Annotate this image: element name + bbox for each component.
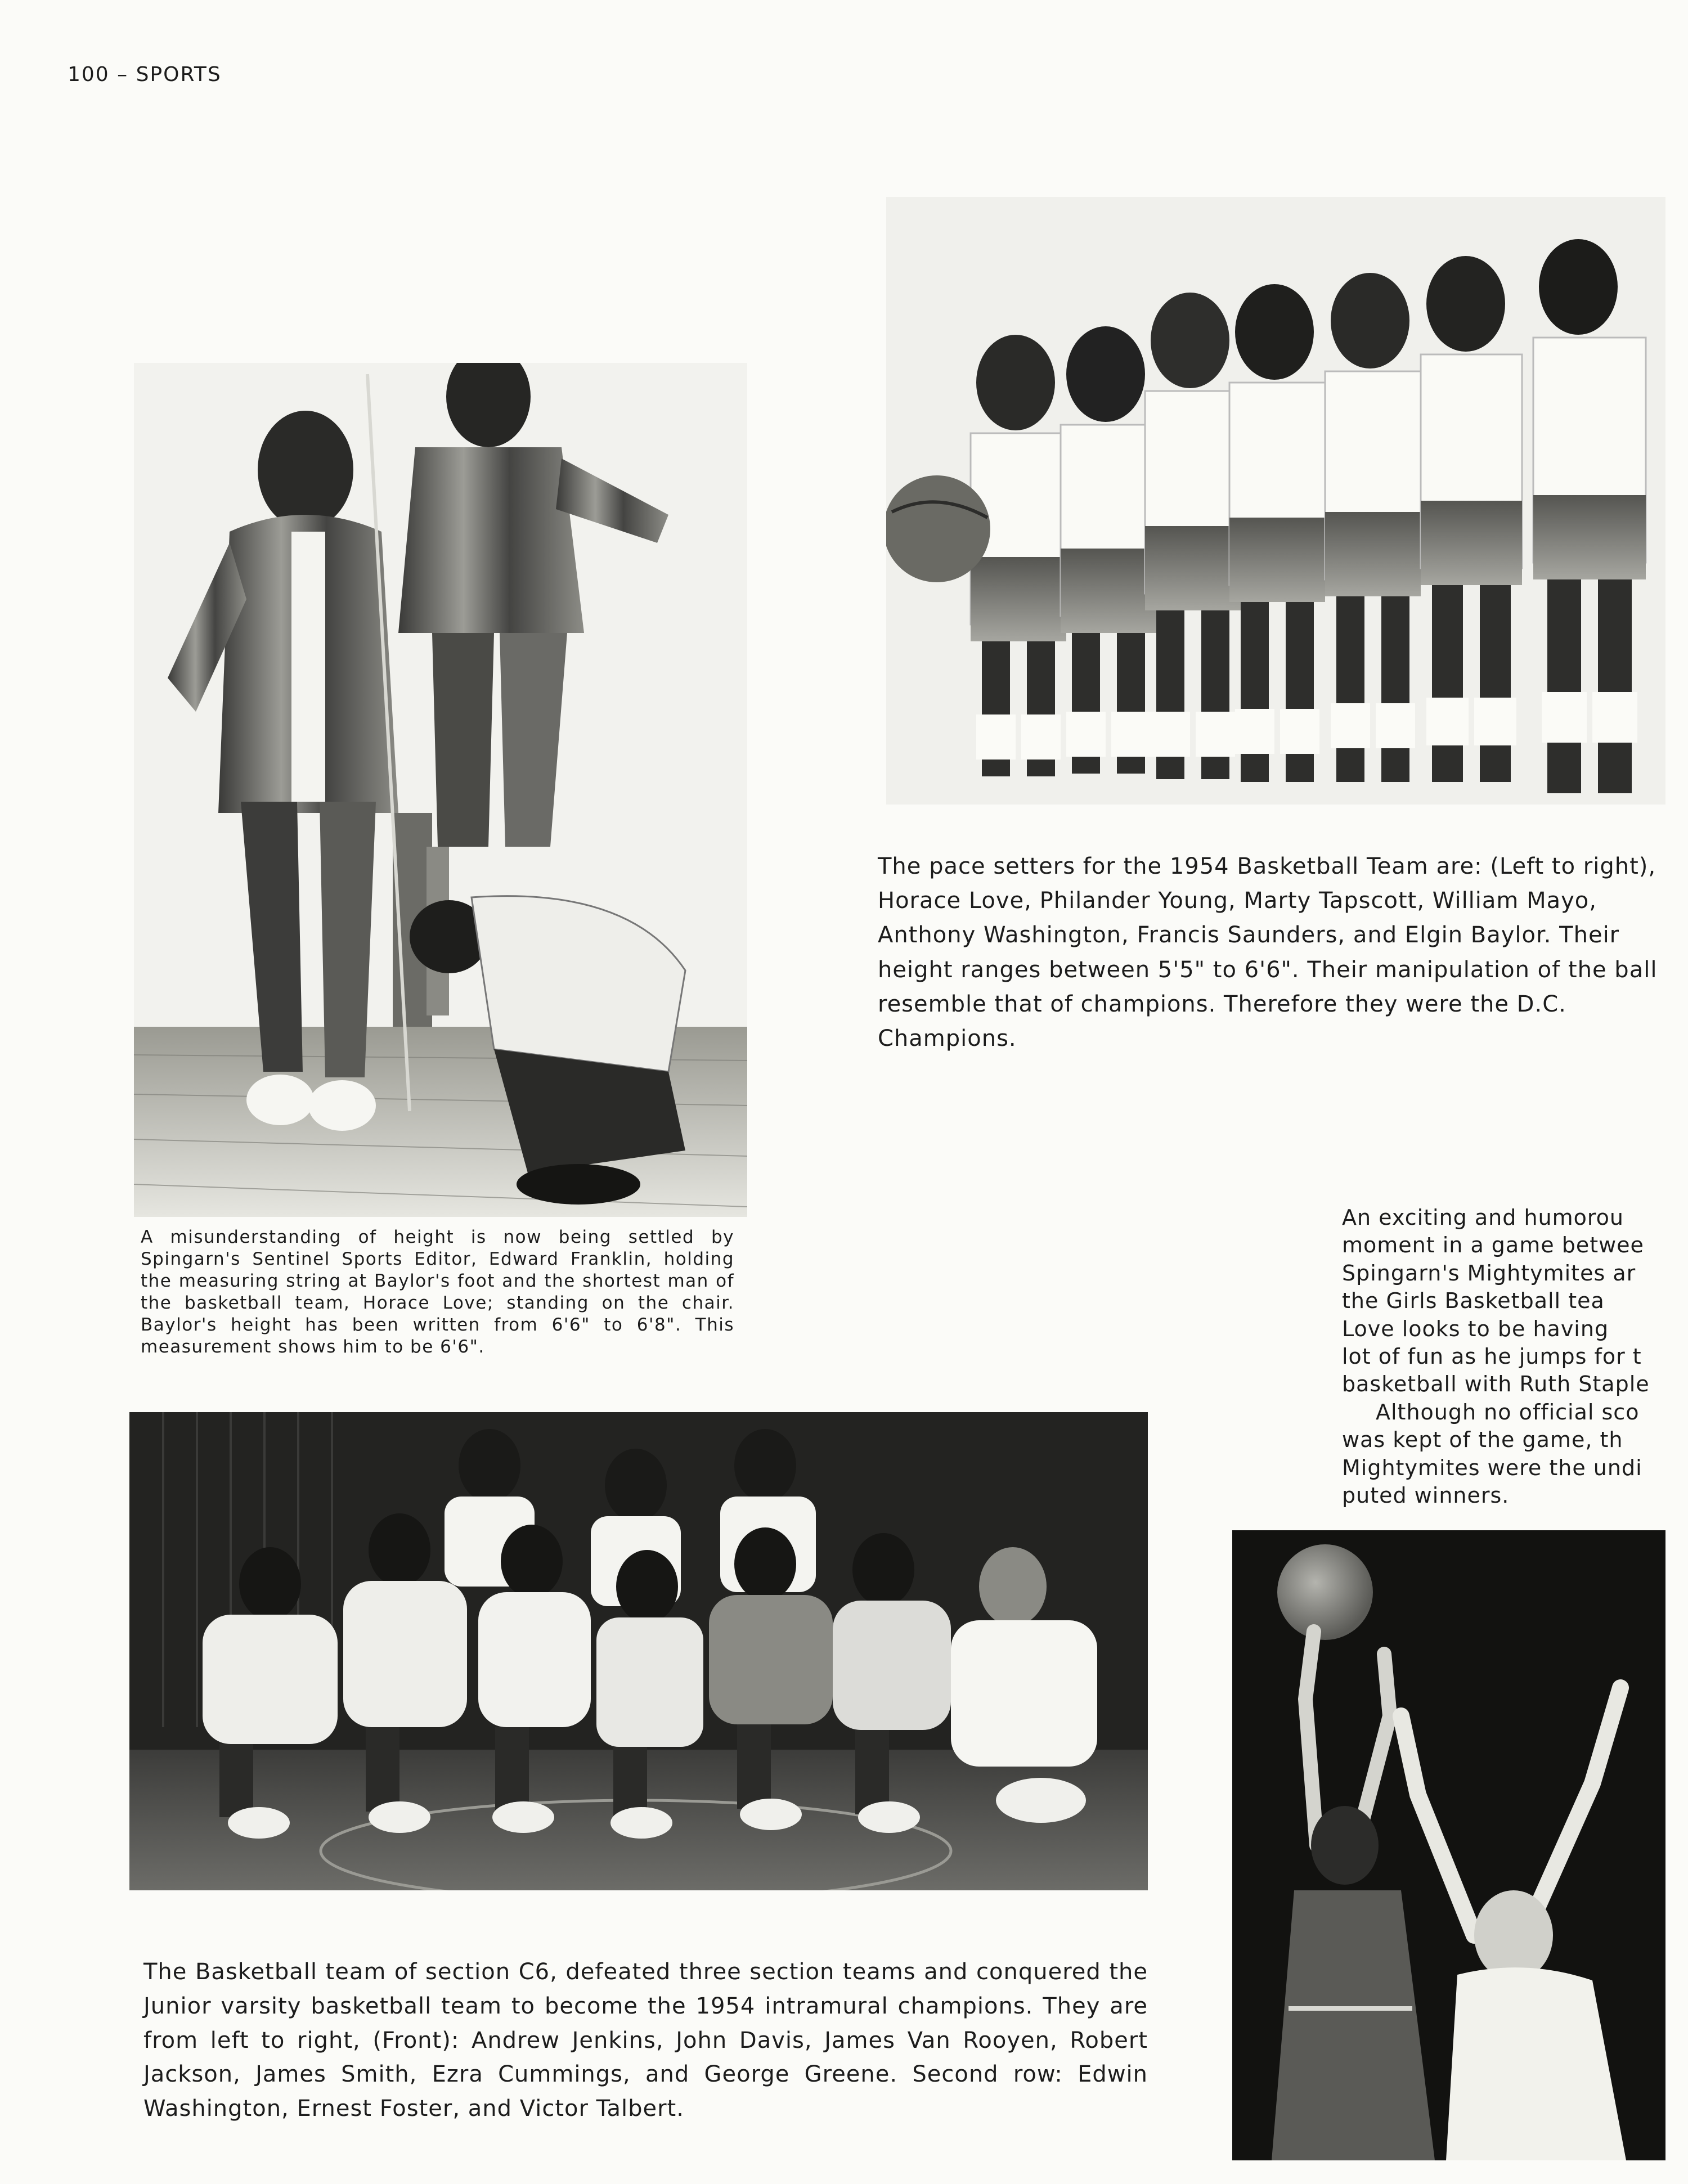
photo-height-measurement [134,363,747,1217]
photo-girls-game-action [1232,1530,1665,2160]
caption-line: lot of fun as he jumps for t [1342,1343,1642,1369]
caption-height-measurement: A misunderstanding of height is now being settled by Spingarn's Sentinel Sports Editor, Edward Franklin, holding the measuring string at Baylor's foot and the shortest man of the basketball team, Horace Love; standing on the chair. Baylor's height has been written from 6'6" to 6'8". This measurement shows him to be 6'6". [141,1227,734,1358]
caption-line: Love looks to be having [1342,1316,1609,1341]
photo-team-lineup [886,197,1665,805]
caption-line: basketball with Ruth Staple [1342,1372,1650,1397]
caption-line: moment in a game betwee [1342,1233,1644,1258]
caption-line: An exciting and humorou [1342,1205,1624,1230]
photo-girls-game-action-image [1232,1530,1665,2160]
caption-line: Spingarn's Mightymites ar [1342,1260,1636,1286]
photo-team-lineup-image [886,197,1665,805]
caption-line: was kept of the game, th [1342,1427,1623,1453]
photo-section-c6-team-image [129,1412,1148,1890]
caption-team-lineup: The pace setters for the 1954 Basketball Team are: (Left to right), Horace Love, Philander Young, Marty Tapscott, William Mayo, Anthony Washington, Francis Saunders, and Elgin Baylor. Their height ranges between 5'5" to 6'6". Their manipulation of the ball resemble that of champions. Therefore they were the D.C. Champions. [878,853,1658,1051]
caption-line: Mightymites were the undi [1342,1455,1642,1480]
caption-section-c6-team: The Basketball team of section C6, defeated three section teams and conquered the Junior varsity basketball team to become the 1954 intramural champions. They are from left to right, (Front): Andrew Jenkins, John Davis, James Van Rooyen, Robert Jackson, James Smith, Ezra Cummings, and George Greene. Second row: Edwin Washington, Ernest Foster, and Victor Talbert. [143,1959,1148,2122]
photo-height-measurement-image [134,363,747,1217]
caption-line: Although no official sco [1376,1399,1640,1424]
caption-line: puted winners. [1342,1482,1510,1508]
page-header: 100 – SPORTS [68,63,222,86]
caption-line: the Girls Basketball tea [1342,1288,1605,1314]
photo-section-c6-team [129,1412,1148,1890]
caption-girls-game [1342,1204,1665,1508]
